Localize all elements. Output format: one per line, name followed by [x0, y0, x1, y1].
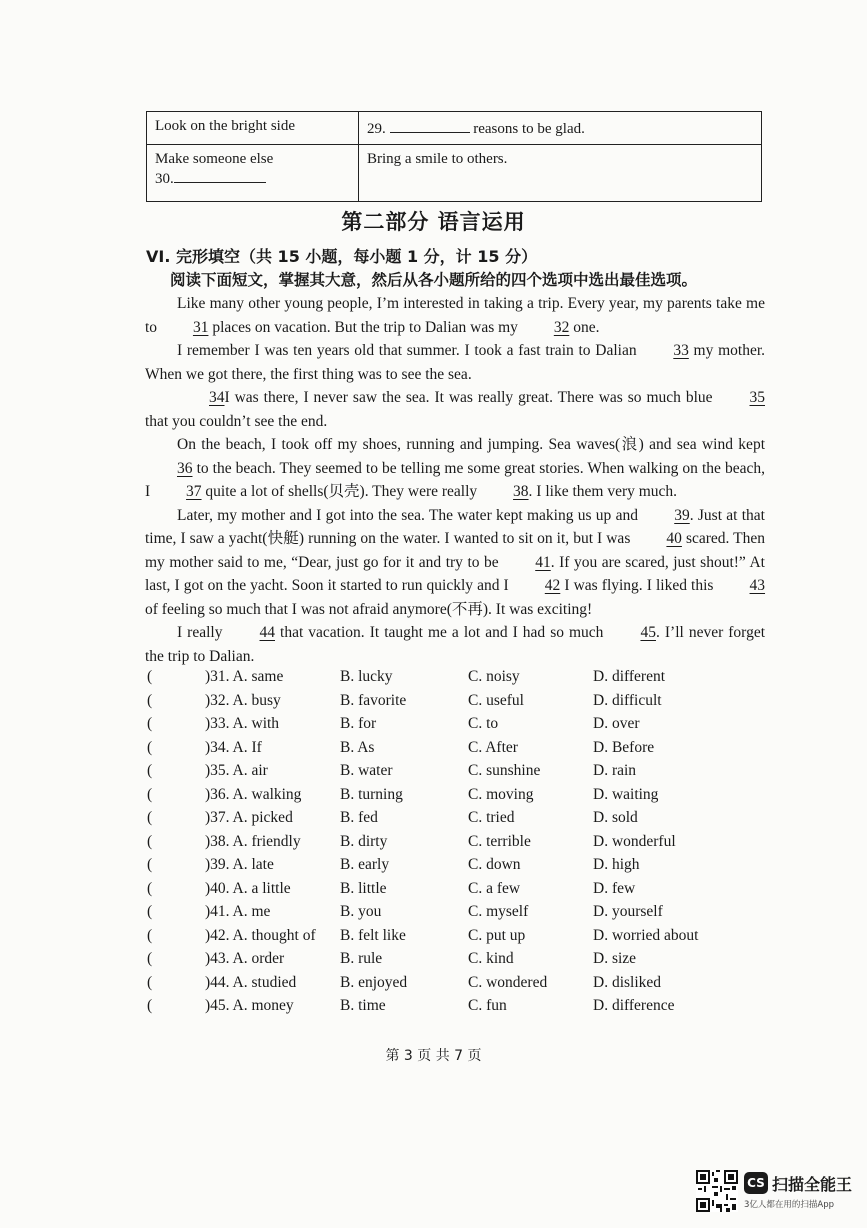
- answer-bracket[interactable]: (: [147, 903, 153, 920]
- answer-bracket[interactable]: (: [147, 997, 153, 1014]
- answer-bracket[interactable]: (: [147, 832, 153, 850]
- cell-text: reasons to be glad.: [473, 121, 585, 137]
- scanner-app-name: 扫描全能王: [772, 1175, 853, 1194]
- option-d: D. disliked: [593, 973, 662, 991]
- blank-39[interactable]: 39: [674, 506, 690, 524]
- table-cell: [359, 145, 762, 202]
- blank-44[interactable]: 44: [259, 624, 275, 641]
- option-d: D. high: [593, 856, 640, 873]
- option-row: [147, 856, 767, 880]
- option-d: D. size: [593, 950, 637, 967]
- option-a: )43. A. order: [205, 950, 285, 967]
- option-b: B. time: [340, 997, 386, 1014]
- cell-text: Bring a smile to others.: [367, 151, 508, 167]
- instruction: 阅读下面短文，掌握其大意，然后从各小题所给的四个选项中选出最佳选项。: [170, 271, 698, 289]
- option-a: )37. A. picked: [205, 809, 293, 826]
- paragraph: 34I was there, I never saw the sea. It was really great. There was so much blue 35 that you couldn’t see the end.: [145, 386, 765, 433]
- option-b: B. early: [340, 856, 390, 873]
- option-c: C. to: [468, 715, 499, 732]
- answer-bracket[interactable]: (: [147, 809, 153, 826]
- answer-bracket[interactable]: (: [147, 950, 153, 967]
- option-row: [147, 833, 767, 857]
- option-row: [147, 974, 767, 998]
- blank-40[interactable]: 40: [666, 530, 682, 547]
- paragraph: I really 44 that vacation. It taught me a lot and I had so much 45. I’ll never forget the trip to Dalian.: [145, 621, 765, 668]
- options-list: [147, 668, 767, 1021]
- option-c: C. sunshine: [468, 762, 541, 779]
- option-c: C. terrible: [468, 832, 531, 850]
- option-c: C. fun: [468, 997, 507, 1014]
- summary-table: [146, 111, 762, 202]
- option-d: D. waiting: [593, 785, 659, 803]
- paragraph: I remember I was ten years old that summer. I took a fast train to Dalian 33 my mother. When we got there, the first thing was to see the sea.: [145, 339, 765, 386]
- answer-bracket[interactable]: (: [147, 879, 153, 897]
- option-c: C. a few: [468, 879, 521, 897]
- option-b: B. water: [340, 762, 393, 779]
- option-a: )31. A. same: [205, 668, 284, 685]
- answer-bracket[interactable]: (: [147, 738, 153, 756]
- option-c: C. After: [468, 738, 518, 756]
- option-d: D. Before: [593, 738, 655, 756]
- option-d: D. sold: [593, 809, 638, 826]
- option-c: C. useful: [468, 691, 524, 709]
- blank-32[interactable]: 32: [553, 318, 570, 336]
- option-d: D. yourself: [593, 903, 663, 920]
- cell-text: Make someone else: [155, 151, 274, 167]
- option-c: C. down: [468, 856, 521, 873]
- blank-45[interactable]: 45: [640, 624, 656, 641]
- option-d: D. different: [593, 668, 666, 685]
- blank-36[interactable]: 36: [177, 459, 193, 477]
- scanner-tagline: 3亿人都在用的扫描App: [744, 1200, 835, 1210]
- blank-42[interactable]: 42: [544, 577, 561, 594]
- blank-35[interactable]: 35: [749, 389, 765, 406]
- part-title: 第二部分 语言运用: [341, 210, 526, 234]
- answer-bracket[interactable]: (: [147, 668, 153, 685]
- table-row: [147, 112, 762, 145]
- option-c: C. myself: [468, 903, 529, 920]
- option-b: B. dirty: [340, 832, 388, 850]
- cell-text: Look on the bright side: [155, 118, 295, 134]
- paragraph: On the beach, I took off my shoes, running and jumping. Sea waves(浪) and sea wind kept 36 to the beach. They seemed to be telling me some great stories. When walking on the beach, I 37 quite a lot of shells(贝壳). They were really 38. I like them very much.: [145, 433, 765, 504]
- option-row: [147, 997, 767, 1021]
- option-row: [147, 950, 767, 974]
- option-c: C. noisy: [468, 668, 520, 685]
- option-a: )33. A. with: [205, 715, 280, 732]
- page-number: 第 3 页 共 7 页: [385, 1048, 482, 1064]
- option-a: )41. A. me: [205, 903, 271, 920]
- option-row: [147, 762, 767, 786]
- answer-bracket[interactable]: (: [147, 926, 153, 944]
- option-a: )40. A. a little: [205, 879, 291, 897]
- table-cell: [147, 145, 359, 202]
- option-c: C. kind: [468, 950, 514, 967]
- option-b: B. As: [340, 738, 375, 756]
- section-heading: VI. 完形填空（共 15 小题，每小题 1 分，计 15 分）: [146, 247, 538, 266]
- blank-number: 30.: [155, 171, 174, 187]
- blank-33[interactable]: 33: [673, 342, 689, 359]
- table-cell: [147, 112, 359, 145]
- table-row: [147, 145, 762, 202]
- blank-38[interactable]: 38: [513, 483, 529, 500]
- option-row: [147, 786, 767, 810]
- qr-code-icon: [696, 1170, 738, 1212]
- option-b: B. enjoyed: [340, 973, 408, 991]
- option-row: [147, 903, 767, 927]
- answer-bracket[interactable]: (: [147, 762, 153, 779]
- option-b: B. turning: [340, 785, 403, 803]
- option-a: )45. A. money: [205, 997, 294, 1014]
- option-a: )34. A. If: [205, 738, 262, 756]
- answer-bracket[interactable]: (: [147, 856, 153, 873]
- option-d: D. difficult: [593, 691, 662, 709]
- blank-41[interactable]: 41: [535, 553, 551, 571]
- option-row: [147, 809, 767, 833]
- option-b: B. you: [340, 903, 382, 920]
- option-row: [147, 715, 767, 739]
- scanner-logo-icon: CS: [744, 1172, 768, 1194]
- blank-34[interactable]: 34: [209, 389, 225, 406]
- table-cell: [359, 112, 762, 145]
- option-d: D. rain: [593, 762, 637, 779]
- option-d: D. over: [593, 715, 640, 732]
- paragraph: Like many other young people, I’m interested in taking a trip. Every year, my parents take me to 31 places on vacation. But the trip to Dalian was my 32 one.: [145, 292, 765, 339]
- answer-blank[interactable]: [390, 118, 470, 133]
- option-d: D. difference: [593, 997, 675, 1014]
- option-d: D. worried about: [593, 926, 699, 944]
- answer-bracket[interactable]: (: [147, 785, 153, 803]
- option-b: B. lucky: [340, 668, 393, 685]
- answer-bracket[interactable]: (: [147, 691, 153, 709]
- blank-number: 29.: [367, 121, 386, 137]
- answer-bracket[interactable]: (: [147, 973, 153, 991]
- option-a: )42. A. thought of: [205, 926, 316, 944]
- option-b: B. fed: [340, 809, 378, 826]
- option-b: B. favorite: [340, 691, 407, 709]
- blank-37[interactable]: 37: [186, 483, 202, 500]
- answer-blank[interactable]: [174, 168, 266, 183]
- option-d: D. wonderful: [593, 832, 676, 850]
- option-row: [147, 927, 767, 951]
- option-c: C. moving: [468, 785, 534, 803]
- paragraph: Later, my mother and I got into the sea. The water kept making us up and 39. Just at that time, I saw a yacht(快艇) running on the water. I wanted to sit on it, but I was 40 scared. Then my mother said to me, “Dear, just go for it and try to be 41. If you are scared, just shout!” At last, I got on the yacht. Soon it started to run quickly and I 42 I was flying. I liked this 43 of feeling so much that I was not afraid anymore(不再). It was exciting!: [145, 504, 765, 622]
- option-row: [147, 668, 767, 692]
- option-a: )36. A. walking: [205, 785, 302, 803]
- option-b: B. rule: [340, 950, 383, 967]
- option-a: )44. A. studied: [205, 973, 297, 991]
- option-c: C. put up: [468, 926, 526, 944]
- option-c: C. wondered: [468, 973, 548, 991]
- option-d: D. few: [593, 879, 636, 897]
- option-c: C. tried: [468, 809, 515, 826]
- option-row: [147, 692, 767, 716]
- option-a: )32. A. busy: [205, 691, 281, 709]
- blank-43[interactable]: 43: [749, 577, 766, 594]
- blank-31[interactable]: 31: [192, 318, 209, 336]
- cloze-passage: [145, 292, 765, 668]
- option-row: [147, 739, 767, 763]
- answer-bracket[interactable]: (: [147, 715, 153, 732]
- option-b: B. felt like: [340, 926, 406, 944]
- option-a: )38. A. friendly: [205, 832, 301, 850]
- option-a: )35. A. air: [205, 762, 268, 779]
- option-row: [147, 880, 767, 904]
- option-b: B. little: [340, 879, 387, 897]
- option-a: )39. A. late: [205, 856, 274, 873]
- option-b: B. for: [340, 715, 377, 732]
